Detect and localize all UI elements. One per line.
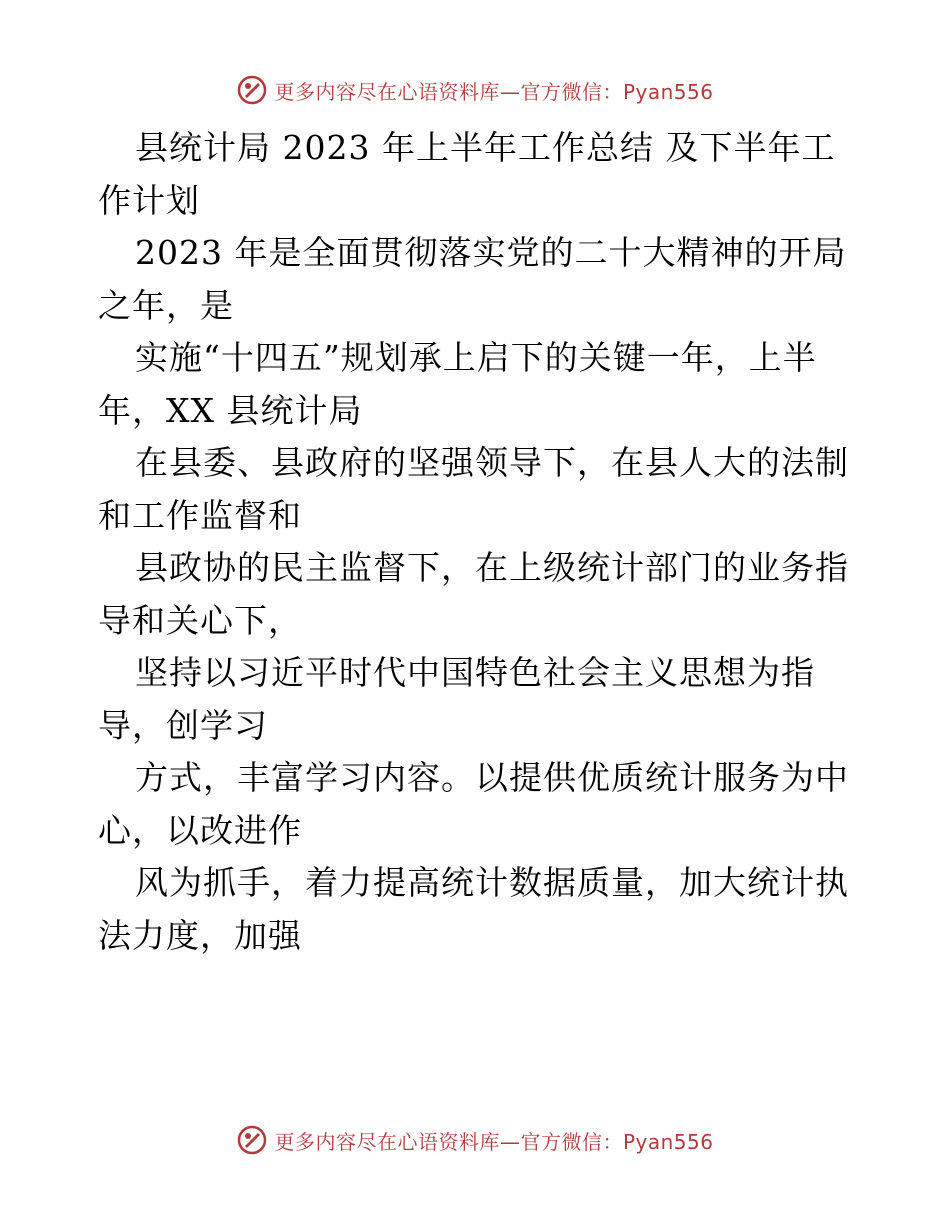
- document-line: 作计划: [98, 180, 200, 220]
- document-body: [98, 122, 858, 962]
- document-line: 导，创学习: [98, 705, 268, 745]
- document-line: 方式，丰富学习内容。以提供优质统计服务为中: [135, 758, 849, 797]
- document-line: 在县委、县政府的坚强领导下，在县人大的法制: [135, 443, 849, 482]
- banner-text: 更多内容尽在心语资料库—官方微信：Pyan556: [274, 1129, 714, 1154]
- document-line: 年，XX 县统计局: [98, 390, 363, 430]
- header-banner: [0, 70, 950, 110]
- document-line: 心，以改进作: [98, 810, 302, 850]
- document-line: 之年，是: [98, 285, 234, 325]
- document-line: 实施“十四五”规划承上启下的关键一年，上半: [135, 338, 817, 377]
- document-line: 和工作监督和: [98, 495, 302, 535]
- document-line: 县统计局 2023 年上半年工作总结 及下半年工: [135, 128, 836, 167]
- footer-banner: [0, 1120, 950, 1160]
- seal-icon: [236, 74, 268, 106]
- document-line: 坚持以习近平时代中国特色社会主义思想为指: [135, 653, 815, 692]
- document-line: 法力度，加强: [98, 915, 302, 955]
- document-line: 县政协的民主监督下，在上级统计部门的业务指: [135, 548, 849, 587]
- document-line: 2023 年是全面贯彻落实党的二十大精神的开局: [135, 233, 847, 272]
- document-line: 风为抓手，着力提高统计数据质量，加大统计执: [135, 863, 849, 902]
- document-line: 导和关心下，: [98, 600, 302, 640]
- banner-text: 更多内容尽在心语资料库—官方微信：Pyan556: [274, 79, 714, 104]
- seal-icon: [236, 1124, 268, 1156]
